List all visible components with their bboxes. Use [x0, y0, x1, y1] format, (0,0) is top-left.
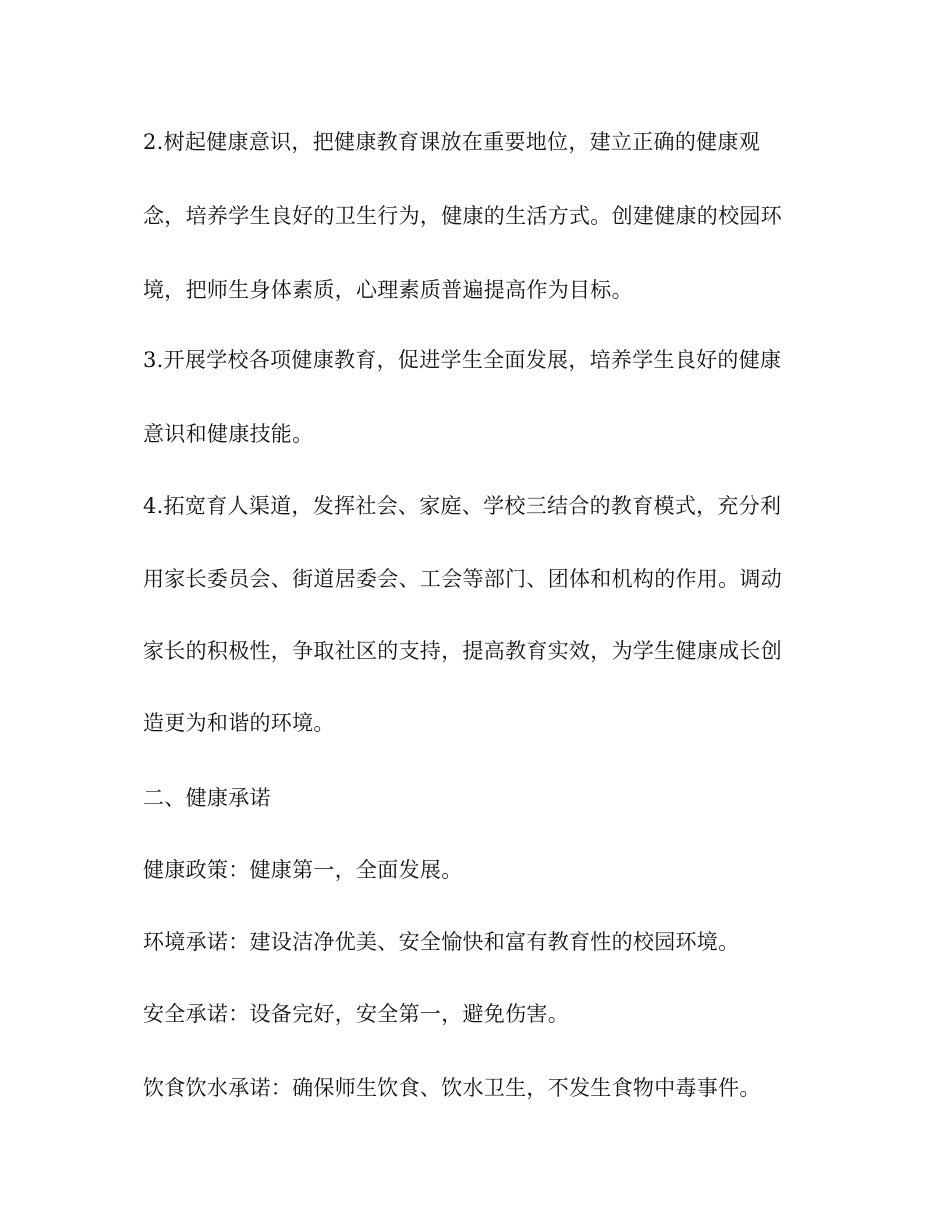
- paragraph-line: 念，培养学生良好的卫生行为，健康的生活方式。创建健康的校园环: [143, 204, 782, 228]
- paragraph-line: 3.开展学校各项健康教育，促进学生全面发展，培养学生良好的健康: [143, 348, 782, 372]
- paragraph-line: 家长的积极性，争取社区的支持，提高教育实效，为学生健康成长创: [143, 639, 782, 663]
- section-heading: 二、健康承诺: [143, 786, 271, 810]
- paragraph-line: 用家长委员会、街道居委会、工会等部门、团体和机构的作用。调动: [143, 567, 782, 591]
- commitment-item: 饮食饮水承诺：确保师生饮食、饮水卫生，不发生食物中毒事件。: [143, 1076, 761, 1100]
- paragraph-line: 4.拓宽育人渠道，发挥社会、家庭、学校三结合的教育模式，充分利: [143, 494, 782, 518]
- paragraph-line: 2.树起健康意识，把健康教育课放在重要地位，建立正确的健康观: [143, 130, 761, 154]
- paragraph-line: 意识和健康技能。: [143, 422, 314, 446]
- commitment-item: 环境承诺：建设洁净优美、安全愉快和富有教育性的校园环境。: [143, 930, 740, 954]
- commitment-item: 健康政策：健康第一，全面发展。: [143, 858, 463, 882]
- commitment-item: 安全承诺：设备完好，安全第一，避免伤害。: [143, 1002, 569, 1026]
- paragraph-line: 境，把师生身体素质，心理素质普遍提高作为目标。: [143, 278, 633, 302]
- paragraph-line: 造更为和谐的环境。: [143, 711, 335, 735]
